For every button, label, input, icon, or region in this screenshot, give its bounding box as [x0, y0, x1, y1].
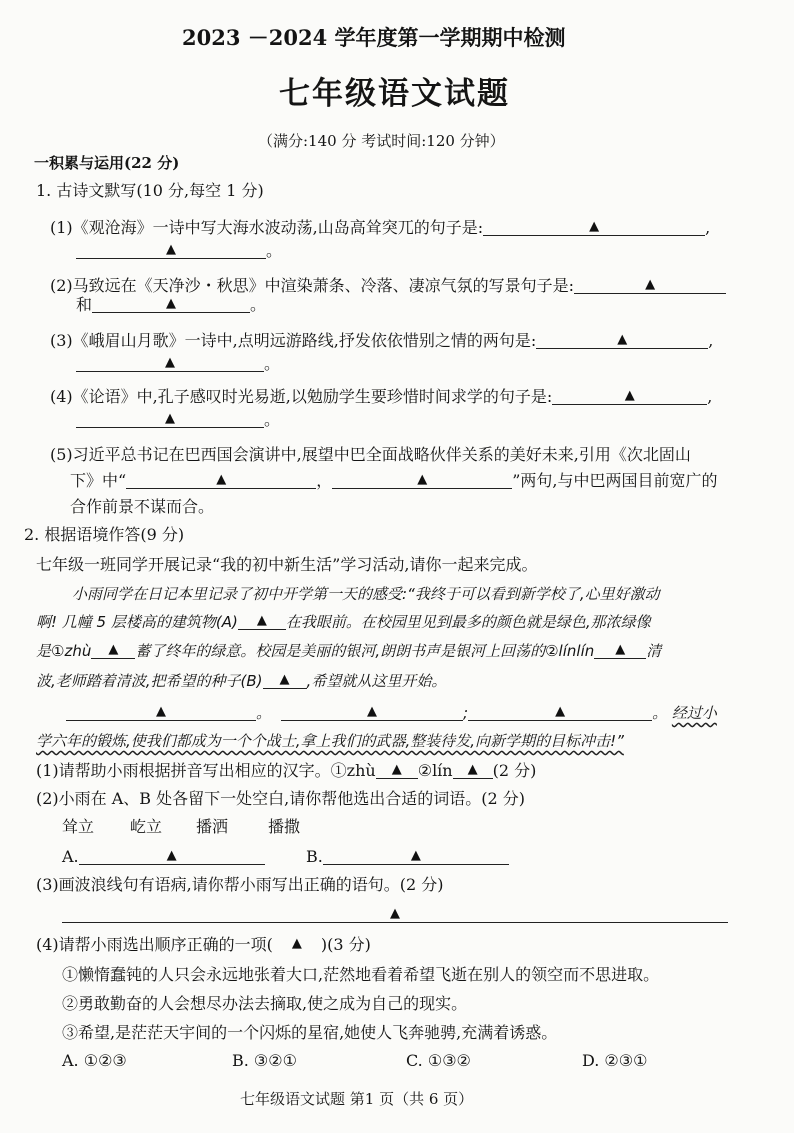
punct: 。 — [266, 241, 283, 260]
punct: , — [708, 331, 714, 350]
label-b: B. — [306, 847, 323, 866]
answer-marker: ▲ — [367, 704, 378, 719]
choice-b[interactable]: B. ③②① — [232, 1051, 297, 1070]
page-footer: 七年级语文试题 第1 页（共 6 页） — [240, 1090, 474, 1108]
blank-a-row — [62, 846, 265, 868]
answer-marker: ▲ — [555, 704, 566, 719]
q1-part5-post: ”两句,与中巴两国目前宽广的 — [512, 471, 718, 490]
q1-part5-pre: 下》中“ — [70, 471, 127, 490]
punct: 。 — [256, 704, 272, 722]
answer-blank[interactable] — [79, 846, 265, 865]
blank-b-row — [306, 846, 509, 868]
exam-title-line1: 2023 －2024 学年度第一学期期中检测 — [182, 25, 566, 50]
q2-sub4-score: )(3 分) — [320, 935, 371, 954]
diary-text: ,希望就从这里开始。 — [306, 672, 447, 690]
answer-blank[interactable] — [76, 409, 264, 428]
answer-blank[interactable] — [536, 330, 708, 349]
q1-stem: 1. 古诗文默写(10 分,每空 1 分) — [36, 181, 264, 200]
q2-sub3-answer — [62, 904, 728, 926]
wavy-sentence-start: 经过小 — [671, 704, 717, 722]
q2-sub1-text2: ②lín — [417, 761, 453, 780]
answer-blank[interactable] — [594, 640, 646, 659]
answer-blank[interactable] — [376, 760, 418, 779]
answer-marker: ▲ — [156, 704, 166, 719]
answer-marker: ▲ — [589, 219, 600, 234]
answer-marker: ▲ — [645, 277, 656, 292]
answer-marker: ▲ — [256, 613, 267, 628]
punct: 。 — [652, 704, 668, 722]
label-a: A. — [62, 847, 79, 866]
q2-sub4-text: (4)请帮小雨选出顺序正确的一项( — [36, 935, 273, 954]
answer-marker: ▲ — [165, 355, 175, 370]
answer-blank[interactable] — [263, 670, 307, 689]
punct: , — [705, 218, 711, 237]
choice-d[interactable]: D. ②③① — [582, 1051, 648, 1070]
section-heading: 一积累与运用(22 分) — [34, 154, 180, 172]
answer-marker: ▲ — [108, 642, 119, 657]
q1-part2-line2 — [76, 294, 266, 316]
choice-a[interactable]: A. ①②③ — [62, 1051, 127, 1070]
answer-blank[interactable] — [76, 353, 264, 372]
answer-blank[interactable] — [238, 611, 286, 630]
q1-part5: (5)习近平总书记在巴西国会演讲中,展望中巴全面战略伙伴关系的美好未来,引用《次北固山 — [50, 445, 691, 464]
word-option: 屹立 — [130, 817, 163, 836]
answer-blank[interactable] — [468, 702, 652, 721]
q2-sub1-score: (2 分) — [492, 761, 537, 780]
word-option: 播洒 — [196, 817, 229, 836]
punct: ; — [463, 704, 469, 722]
exam-subtitle: （满分:140 分 考试时间:120 分钟） — [258, 132, 505, 150]
answer-marker: ▲ — [166, 242, 176, 257]
punct: 。 — [264, 410, 281, 429]
q1-part3-text: (3)《峨眉山月歌》一诗中,点明远游路线,抒发依依惜别之情的两句是: — [50, 331, 537, 350]
answer-blank[interactable] — [126, 470, 316, 489]
q1-part4 — [50, 386, 712, 408]
answer-blank[interactable] — [92, 294, 250, 313]
answer-marker: ▲ — [165, 411, 175, 426]
answer-marker: ▲ — [624, 388, 635, 403]
q1-part3-line2 — [76, 353, 280, 375]
answer-marker: ▲ — [391, 762, 402, 777]
q1-part4-line2 — [76, 409, 280, 431]
answer-marker: ▲ — [390, 906, 400, 921]
answer-blank[interactable] — [66, 702, 256, 721]
wavy-sentence: 学六年的锻炼,使我们都成为一个个战士,拿上我们的武器,整装待发,向新学期的目标冲击!” — [36, 732, 624, 750]
q2-intro: 七年级一班同学开展记录“我的初中新生活”学习活动,请你一起来完成。 — [36, 555, 538, 574]
q2-sub1-text: (1)请帮助小雨根据拼音写出相应的汉字。①zhù — [36, 761, 376, 780]
q1-part2-text: (2)马致远在《天净沙・秋思》中渲染萧条、冷落、凄凉气氛的写景句子是: — [50, 276, 575, 295]
punct: , — [707, 387, 713, 406]
answer-blank[interactable] — [76, 240, 266, 259]
diary-text: 在我眼前。在校园里见到最多的颜色就是绿色,那浓绿像 — [285, 613, 651, 631]
answer-marker: ▲ — [216, 472, 227, 487]
answer-marker: ▲ — [617, 332, 628, 347]
choice-c[interactable]: C. ①③② — [406, 1051, 471, 1070]
punct: ， — [316, 471, 333, 490]
diary-text: 是①zhù — [36, 642, 92, 660]
answer-blank[interactable] — [323, 846, 509, 865]
answer-blank[interactable] — [91, 640, 135, 659]
answer-blank[interactable] — [574, 275, 726, 294]
answer-marker: ▲ — [615, 642, 626, 657]
answer-marker: ▲ — [291, 936, 302, 951]
q2-sub4 — [36, 934, 371, 958]
q1-part1 — [50, 217, 710, 239]
word-option: 耸立 — [62, 817, 95, 836]
order-sentence-3: ③希望,是茫茫天宇间的一个闪烁的星宿,她使人飞奔驰骋,充满着诱惑。 — [62, 1023, 558, 1042]
diary-line1: 小雨同学在日记本里记录了初中开学第一天的感受:“我终于可以看到新学校了,心里好激动 — [72, 585, 660, 603]
answer-marker: ▲ — [467, 762, 478, 777]
answer-blank[interactable] — [552, 386, 707, 405]
diary-line2 — [36, 611, 651, 633]
q2-sub3: (3)画波浪线句有语病,请你帮小雨写出正确的语句。(2 分) — [36, 875, 444, 894]
answer-marker: ▲ — [417, 472, 428, 487]
diary-text: 波,老师踏着清波,把希望的种子(B) — [36, 672, 263, 690]
order-sentence-1: ①懒惰蠢钝的人只会永远地张着大口,茫然地看着希望飞逝在别人的领空而不思进取。 — [62, 965, 660, 984]
diary-line5 — [66, 702, 717, 724]
answer-blank[interactable] — [332, 470, 512, 489]
diary-text: 蓄了终年的绿意。校园是美丽的银河,朗朗书声是银河上回荡的②línlín — [135, 642, 595, 660]
answer-marker: ▲ — [410, 848, 421, 863]
diary-line3 — [36, 640, 661, 662]
exam-title: 七年级语文试题 — [279, 76, 510, 112]
q2-sub2: (2)小雨在 A、B 处各留下一处空白,请你帮他选出合适的词语。(2 分) — [36, 789, 525, 808]
q2-sub1 — [36, 760, 536, 782]
diary-line4 — [36, 670, 446, 692]
q1-part5-line2 — [70, 470, 717, 492]
q2-stem: 2. 根据语境作答(9 分) — [24, 525, 185, 544]
q1-part4-text: (4)《论语》中,孔子感叹时光易逝,以勉励学生要珍惜时间求学的句子是: — [50, 387, 553, 406]
q1-part1-line2 — [76, 240, 282, 262]
answer-blank[interactable] — [453, 760, 493, 779]
answer-marker: ▲ — [279, 672, 290, 687]
answer-blank[interactable] — [483, 217, 705, 236]
answer-marker: ▲ — [166, 848, 177, 863]
q1-part1-text: (1)《观沧海》一诗中写大海水波动荡,山岛高耸突兀的句子是: — [50, 218, 484, 237]
answer-blank[interactable] — [62, 904, 728, 923]
q1-part2-and: 和 — [76, 295, 93, 314]
answer-marker: ▲ — [166, 296, 177, 311]
punct: 。 — [250, 295, 267, 314]
choice-slot[interactable] — [273, 934, 321, 958]
diary-text: 啊! 几幢 5 层楼高的建筑物(A) — [36, 613, 238, 631]
answer-blank[interactable] — [281, 702, 463, 721]
diary-text: 清 — [646, 642, 662, 660]
word-option: 播撒 — [268, 817, 301, 836]
q1-part3 — [50, 330, 713, 352]
q1-part5-line3: 合作前景不谋而合。 — [70, 497, 215, 516]
punct: 。 — [264, 354, 281, 373]
order-sentence-2: ②勇敢勤奋的人会想尽办法去摘取,使之成为自己的现实。 — [62, 994, 468, 1013]
